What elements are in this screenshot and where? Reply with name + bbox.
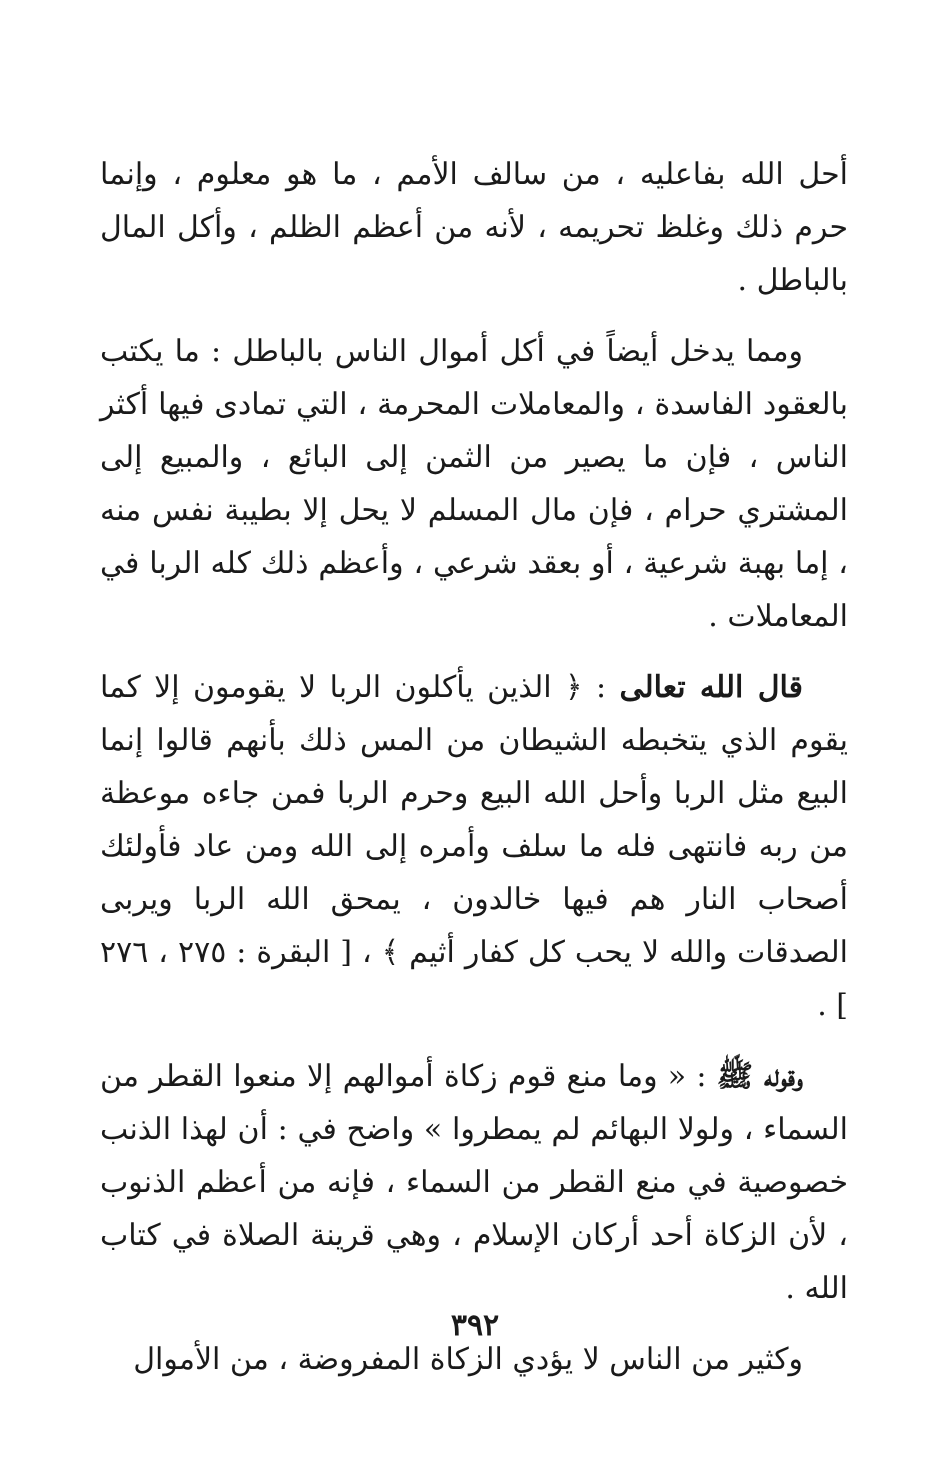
paragraph-text: ومما يدخل أيضاً في أكل أموال الناس بالباطل : ما يكتب بالعقود الفاسدة ، والمعاملات المحرمة ، التي تمادى فيها أكثر الناس ، فإن ما يصير من الثمن إلى البائع ، والمبيع إلى المشتري حرام ، فإن مال المسلم لا يحل إلا بطيبة نفس منه ، إما بهبة شرعية ، أو بعقد شرعي ، وأعظم ذلك كله الربا في المعاملات . xyxy=(100,334,848,634)
paragraph-batil xyxy=(100,325,848,643)
page-number: ٣٩٢ xyxy=(450,1308,500,1343)
paragraph-lead: قال الله تعالى xyxy=(619,670,803,705)
paragraph-continuation xyxy=(100,148,848,307)
paragraph-text: : ﴿ الذين يأكلون الربا لا يقومون إلا كما يقوم الذي يتخبطه الشيطان من المس ذلك بأنهم قالوا إنما البيع مثل الربا وأحل الله البيع وحرم الربا فمن جاءه موعظة من ربه فانتهى فله ما سلف وأمره إلى الله ومن عاد فأولئك أصحاب النار هم فيها خالدون ، يمحق الله الربا ويربى الصدقات والله لا يحب كل كفار أثيم ﴾ ، [ البقرة : ٢٧٥ ، ٢٧٦ ] . xyxy=(100,670,848,1023)
paragraph-text: أحل الله بفاعليه ، من سالف الأمم ، ما هو معلوم ، وإنما حرم ذلك وغلظ تحريمه ، لأنه من أعظم الظلم ، وأكل المال بالباطل . xyxy=(100,157,848,298)
paragraph-lead: وقوله ﷺ xyxy=(716,1059,803,1094)
paragraph-quran-verse xyxy=(100,661,848,1032)
paragraph-text: : « وما منع قوم زكاة أموالهم إلا منعوا القطر من السماء ، ولولا البهائم لم يمطروا » واضح في : أن لهذا الذنب خصوصية في منع القطر من السماء ، فإنه من أعظم الذنوب ، لأن الزكاة أحد أركان الإسلام ، وهي قرينة الصلاة في كتاب الله . xyxy=(100,1059,848,1306)
paragraph-text: وكثير من الناس لا يؤدي الزكاة المفروضة ، من الأموال xyxy=(133,1342,803,1377)
paragraph-hadith xyxy=(100,1050,848,1315)
page-body xyxy=(100,148,848,1404)
